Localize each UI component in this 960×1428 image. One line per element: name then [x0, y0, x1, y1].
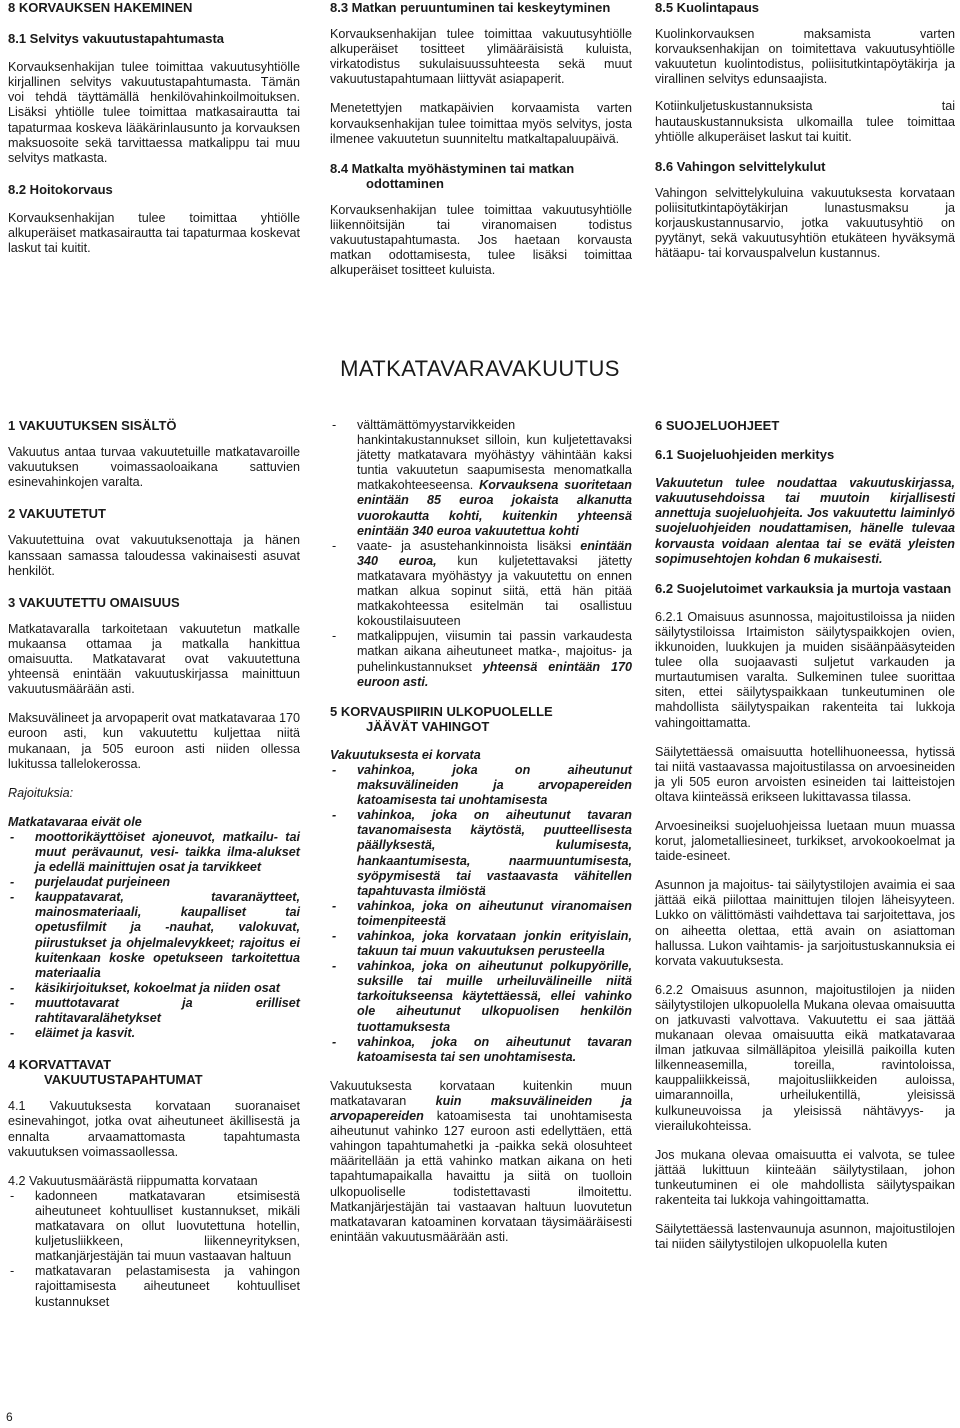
section-8-4-heading: 8.4 Matkalta myöhästyminen tai matkan odottaminen [330, 160, 575, 191]
list-item-text: kun kuljetettavaksi jätetty matkatavara myöhästyy ja vakuutettu on ennen matkan alkua sopinut siitä, että hän pitää matkakohteessa esitelmän tai osallistuu kokoustilaisuuteen [357, 553, 632, 629]
page-number: 6 [6, 1410, 13, 1424]
section-5-heading-line-2: JÄÄVÄT VAHINGOT [366, 718, 490, 734]
section-8-3-text-1: Korvauksenhakijan tulee toimittaa vakuutusyhtiölle alkuperäiset tositteet ylimääräisistä kuluista, virkatodistus sukulaisuussuhteesta sekä muut vakuutustapahtumaan liittyvät asiapaperit. [330, 27, 632, 87]
excluded-item: - purjelaudat purjeineen [8, 875, 300, 890]
list-item-emphasis: Korvauksena suoritetaan enintään 85 euroa jokaista alkanutta vuorokautta kohti, kuitenkin yhteensä enintään 340 euroa vakuutettua kohti [357, 478, 633, 538]
list-item: - matkatavaran pelastamisesta ja vahingon rajoittamisesta aiheutuneet kohtuulliset kustannukset [8, 1264, 300, 1309]
section-6-heading: 6 SUOJELUOHJEET [655, 418, 780, 433]
excluded-item: - muuttotavarat ja erilliset rahtitavaralähetykset [8, 996, 300, 1026]
section-5-text-part: katoamisesta tai unohtamisesta aiheutunut vahinko 127 euroon asti edellyttäen, että vahingon tapahtumahetki ja -paikka sekä olosuhteet määritellään ja että vahinko matkan aikana on heti tapahtumapaikalla havaittu ja siitä on tuolloin ulkopuoliselle todistettavasti ilmoitettu. Matkanjärjestäjän tai vastaavan haltuun luovutetun matkatavaran katoaminen korvataan täysimääräisesti enintään vakuutusmäärään asti. [330, 1109, 632, 1244]
section-8-heading: 8 KORVAUKSEN HAKEMINEN [8, 0, 193, 15]
section-8-5-text-2: Kotiinkuljetuskustannuksista tai hautauskustannuksista ulkomailla tulee toimittaa yhtiölle alkuperäiset laskut tai kuitit. [655, 99, 955, 144]
list-item [330, 539, 632, 630]
excluded-label: Matkatavaraa eivät ole [8, 814, 142, 829]
list-item-text: välttämättömyystarvikkeiden hankintakustannukset silloin, kun kuljetettavaksi jätetty matkatavara myöhästyy vähintään kaksi tuntia vakuutetun saapumisesta menomatkalla matkakohteeseensa. [357, 418, 632, 493]
top-column-2 [330, 0, 632, 278]
list-item [330, 629, 632, 689]
list-item [330, 418, 632, 539]
excluded-item: - moottorikäyttöiset ajoneuvot, matkailu- tai muut perävaunut, vesi- taikka ilma-alukset ja edellä mainittujen osat ja tarvikkeet [8, 830, 300, 875]
section-3-heading: 3 VAKUUTETTU OMAISUUS [8, 594, 180, 610]
section-6-2-2-text: 6.2.2 Omaisuus asunnon, majoitustilojen ja niiden säilytystilojen ulkopuolella Mukana olevaa omaisuutta on jatkuvasti valvottava. Vakuutettu ei saa jättää mukanaan olevaa omaisuutta eikä matkatavaraa ilman jatkuvaa silmälläpitoa yleisillä paikoilla kuten lilkenneasemilla, toreilla, ravintoloissa, kauppaliikkeissä, majoitusliikkeiden auloissa, uimarannoilla, urheilukentillä, yleisissä kulkuneuvoissa ja yleisissä nähtävyys- ja vierailukohteissa. [655, 982, 955, 1133]
section-6-2-1-text: 6.2.1 Omaisuus asunnossa, majoitustiloissa ja niiden säilytystiloissa Irtaimiston säilytyspaikkojen ovien, ikkunoiden, luukkujen ja muiden sisäänpääsyteiden tulee olla suojaavasti suljetut varkauden ja murtautumisen varalta. Sulkeminen tulee suorittaa siten, ettei säilytyspaikkaan tunkeutuminen ole mahdollista säilytyspaikan rakenteita tai lukkoja vahingoittamatta. [655, 609, 955, 730]
section-8-2-text: Korvauksenhakijan tulee toimittaa yhtiölle alkuperäiset matkasairautta tai tapaturmaa koskevat laskut tai kuitit. [8, 210, 300, 256]
section-8-3-text-2: Menetettyjen matkapäivien korvaamista varten korvauksenhakijan tulee toimittaa myös selvitys, josta ilmenee vakuutetun suunniteltu matkaltapaluupäivä. [330, 101, 632, 146]
section-4-1-text: 4.1 Vakuutuksesta korvataan suoranaiset esinevahingot, jotka ovat aiheutuneet äkillisestä ja ennalta arvaamattomasta tapahtumasta vakuutuksen voimassaollessa. [8, 1099, 300, 1159]
section-8-1-heading: 8.1 Selvitys vakuutustapahtumasta [8, 31, 225, 47]
list-item: - kadonneen matkatavaran etsimisestä aiheutuneet kohtuulliset kustannukset, mikäli matkatavara on ollut luovutettuna hotellin, kuljetusliikkeen, liikenneyrityksen, matkanjärjestäjän tai muun vastaavan haltuun [8, 1189, 300, 1264]
section-6-1-text: Vakuutetun tulee noudattaa vakuutuskirjassa, vakuutusehdoissa tai muutoin kirjallisesti annettuja suojeluohjeita. Jos vakuutettu laiminlyö suojeluohjeiden noudattamisen, hänelle tulevaa korvausta voidaan alentaa tai se evätä yleisten sopimusehtojen kohdan 6 mukaisesti. [655, 476, 955, 566]
section-8-2-heading: 8.2 Hoitokorvaus [8, 181, 113, 197]
section-6-2-heading: 6.2 Suojelutoimet varkauksia ja murtoja vastaan [655, 580, 952, 596]
excluded-item: - kauppatavarat, tavaranäytteet, mainosmateriaali, kaupalliset tai opetusfilmit ja -nauhat, valokuvat, piirustukset ja ohjelmalevykkeet; rajoitus ei kuitenkaan koske opetukseen tarkoitettua materiaalia [8, 890, 300, 981]
top-column-1 [8, 0, 300, 256]
section-6-2-text-3: Arvoesineiksi suojeluohjeissa luetaan muun muassa korut, jalometalliesineet, turkikset, arvokookoelmat ja taide-esineet. [655, 818, 955, 864]
section-5-heading-line-1: 5 KORVAUSPIIRIN ULKOPUOLELLE [330, 703, 553, 719]
list-item-text: matkalippujen, viisumin tai passin varkaudesta matkan aikana aiheutuneet matka-, majoitus- ja puhelinkustannukset [357, 629, 632, 674]
section-5-text [330, 1079, 632, 1245]
excluded-item: - käsikirjoitukset, kokoelmat ja niiden osat [8, 981, 300, 996]
not-covered-item: - vahinkoa, joka on aiheutunut viranomaisen toimenpiteestä [330, 899, 632, 929]
section-2-heading: 2 VAKUUTETUT [8, 506, 106, 522]
list-item-text: vaate- ja asustehankinnoista lisäksi [357, 538, 581, 553]
list-item-emphasis: enintään 340 euroa, [357, 538, 632, 568]
restrictions-label: Rajoituksia: [8, 785, 74, 800]
section-8-5-heading: 8.5 Kuolintapaus [655, 0, 760, 15]
section-4-heading-line-2: VAKUUTUSTAPAHTUMAT [44, 1072, 203, 1088]
section-1-text: Vakuutus antaa turvaa vakuutetuille matkatavaroille vakuutuksen voimassaoloaikana sattuvien esinevahinkojen varalta. [8, 445, 300, 490]
list-item-emphasis: yhteensä enintään 170 euroon asti. [357, 659, 632, 689]
right-column [655, 418, 955, 1252]
excluded-item: - eläimet ja kasvit. [8, 1026, 300, 1041]
top-column-3 [655, 0, 955, 261]
section-6-2-text-7: Säilytettäessä lastenvaunuja asunnon, majoitustilojen tai niiden säilytystilojen ulkopuolella kuten [655, 1222, 955, 1252]
middle-column [330, 418, 632, 1245]
left-column [8, 418, 300, 1310]
not-covered-item: - vahinkoa, joka on aiheutunut polkupyörille, suksille tai muille urheiluvälineille niitä tarkoitukseensa käytettäessä, ellei vahinko ole aiheutunut ulkopuolisen henkilön tuottamuksesta [330, 959, 632, 1034]
section-8-1-text: Korvauksenhakijan tulee toimittaa vakuutusyhtiölle kirjallinen selvitys vakuutustapahtumasta. Tämän voi tehdä täyttämällä henkilövahinkoilmoituksen. Lisäksi yhtiölle tulee toimittaa matkasairautta tai tapaturmaa koskeva lääkärinlausunto ja korvauksen maksuosoite sekä tarvittaessa matkalippu tai muu selvitys matkasta. [8, 60, 300, 165]
not-covered-item: - vahinkoa, joka on aiheutunut tavaran tavanomaisesta käytöstä, puutteellisesta päällyksestä, kulumisesta, hankaantumisesta, naarmuuntumisesta, syöpymisestä tai vastaavasta vähitellen tapahtuvasta ilmiöstä [330, 808, 632, 899]
section-5-text-emphasis: kuin maksuvälineiden ja arvopapereiden [330, 1093, 632, 1124]
section-5-text-part: Vakuutuksesta korvataan kuitenkin muun matkatavaran [330, 1078, 632, 1108]
section-8-4-text: Korvauksenhakijan tulee toimittaa vakuutusyhtiölle liikennöitsijän tai viranomaisen todistus vakuutustapahtumasta. Jos haetaan korvausta matkan odottamisesta, tulee lisäksi toimittaa alkuperäiset tositteet kuluista. [330, 202, 632, 278]
section-4-2-text: 4.2 Vakuutusmäärästä riippumatta korvataan [8, 1173, 258, 1188]
continued-list [330, 418, 632, 690]
page-title: MATKATAVARAVAKUUTUS [340, 356, 620, 381]
section-4-heading-line-1: 4 KORVATTAVAT [8, 1057, 112, 1073]
section-6-2-text-4: Asunnon ja majoitus- tai säilytystilojen avaimia ei saa jättää eikä piilottaa mainittujen tilojen läheisyyteen. Lukko on välittömästi vaihdettava tai sarjoitettava, jos on aiheetta olettaa, että avain on asiattoman hallussa. Lukon vaihtamis- ja sarjoitustuskannuksia ei korvata vakuutuksesta. [655, 878, 955, 968]
section-6-1-heading: 6.1 Suojeluohjeiden merkitys [655, 447, 835, 463]
not-covered-item: - vahinkoa, joka on aiheutunut tavaran katoamisesta tai sen unohtamisesta. [330, 1035, 632, 1065]
not-covered-item: - vahinkoa, joka on aiheutunut maksuvälineiden ja arvopapereiden katoamisesta tai unohtamisesta [330, 763, 632, 808]
section-8-6-heading: 8.6 Vahingon selvittelykulut [655, 158, 826, 174]
section-6-2-text-6: Jos mukana olevaa omaisuutta ei valvota, se tulee jättää lukittuun kiinteään säilytystilaan, johon tunkeutuminen ei ole mahdollista säilytyspaikan rakenteita tai lukkoja vahingoittamatta. [655, 1147, 955, 1208]
section-8-5-text-1: Kuolinkorvauksen maksamista varten korvauksenhakijan on toimitettava vakuutusyhtiölle vakuutetun kuolintodistus, poliisitutkintapöytäkirja ja virallinen selvitys edunsaajista. [655, 27, 955, 87]
not-covered-label: Vakuutuksesta ei korvata [330, 747, 481, 762]
section-3-text-1: Matkatavaralla tarkoitetaan vakuutetun matkalle mukaansa ottamaa ja matkalla hankittua omaisuutta. Matkatavarat ovat vakuutettuna yhteensä enintään vakuutuskirjassa mainittuun vakuutusmäärään asti. [8, 621, 300, 697]
section-2-text: Vakuutettuina ovat vakuutuksenottaja ja hänen kanssaan samassa taloudessa vakinaisesti asuvat henkilöt. [8, 533, 300, 578]
not-covered-list [330, 763, 632, 1065]
section-8-6-text: Vahingon selvittelykuluina vakuutuksesta korvataan poliisitutkintapöytäkirjan lunastusmaksu ja korjauskustannusarvio, jotka vakuutusyhtiö on pyytänyt, sekä vakuutusyhtiön etukäteen hyväksymä hätäapu- tai korvauspalvelun kustannus. [655, 185, 955, 261]
section-3-text-2: Maksuvälineet ja arvopaperit ovat matkatavaraa 170 euroon asti, kun vakuutettu kuljettaa niitä mukanaan, ja 505 euroon asti niiden ollessa lukitussa tallelokerossa. [8, 711, 300, 771]
not-covered-item: - vahinkoa, joka korvataan jonkin erityislain, takuun tai muun vakuutuksen perusteella [330, 929, 632, 959]
excluded-list [8, 830, 300, 1041]
section-4-2-list [8, 1189, 300, 1310]
section-8-3-heading: 8.3 Matkan peruuntuminen tai keskeytyminen [330, 0, 611, 15]
section-6-2-text-2: Säilytettäessä omaisuutta hotellihuoneessa, hytissä tai niitä vastaavassa majoitustilassa on arvoesineiden ja yli 505 euron arvoisten esineiden tai laitteistojen oltava kiinteässä erikseen lukittavassa tilassa. [655, 744, 955, 804]
section-1-heading: 1 VAKUUTUKSEN SISÄLTÖ [8, 418, 177, 433]
